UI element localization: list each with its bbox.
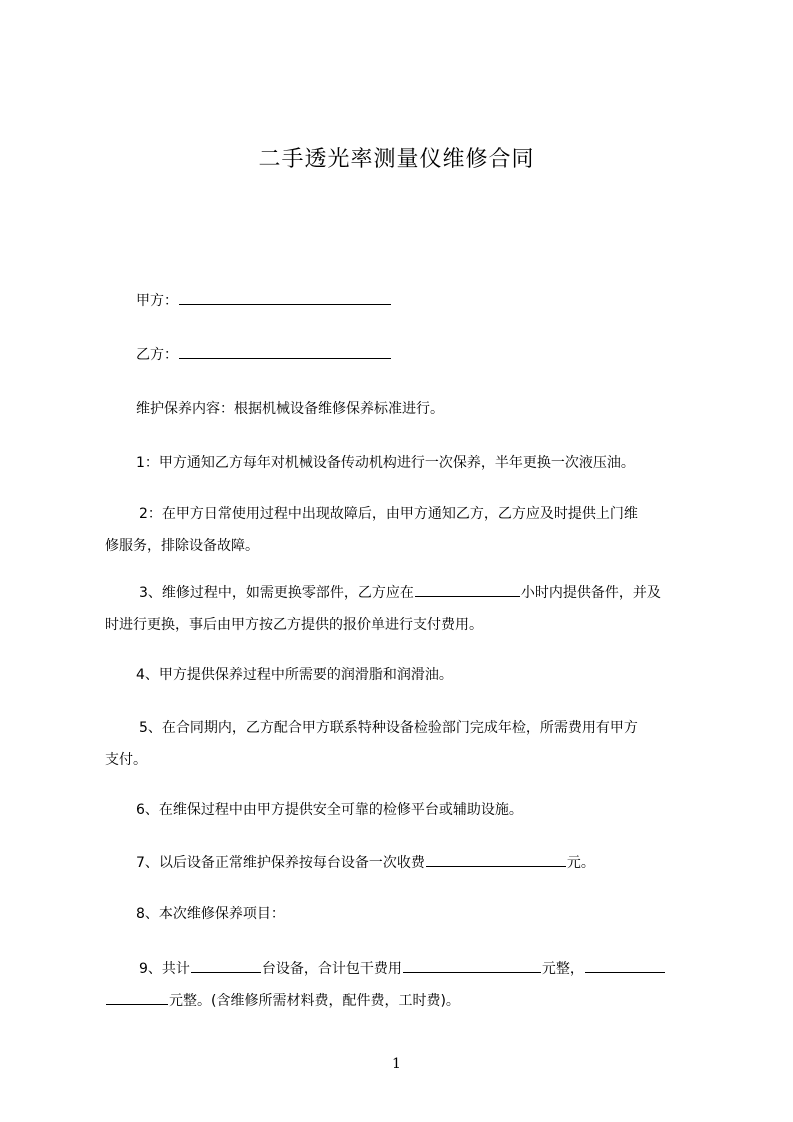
clause-3-text-a: 3、维修过程中，如需更换零部件，乙方应在	[139, 585, 414, 601]
party-b-line	[136, 339, 736, 371]
clause-5-line2: 支付。	[105, 752, 147, 768]
clause-9-count-blank	[191, 958, 261, 973]
clause-7-text-a: 7、以后设备正常维护保养按每台设备一次收费	[136, 855, 425, 871]
clause-1: 1：甲方通知乙方每年对机械设备传动机构进行一次保养，半年更换一次液压油。	[136, 455, 635, 471]
clause-9-line1	[105, 953, 705, 985]
clause-3	[105, 577, 705, 641]
clause-2-line1: 2：在甲方日常使用过程中出现故障后，由甲方通知乙方，乙方应及时提供上门维	[139, 506, 638, 522]
page-title: 二手透光率测量仪维修合同	[258, 147, 535, 172]
party-a-blank	[179, 290, 391, 305]
clause-6: 6、在维保过程中由甲方提供安全可靠的检修平台或辅助设施。	[136, 802, 523, 818]
clause-9-capital-blank-cont	[106, 990, 168, 1005]
page-number: 1	[392, 1056, 401, 1072]
clause-4: 4、甲方提供保养过程中所需要的润滑脂和润滑油。	[136, 667, 453, 683]
clause-3-hours-blank	[415, 582, 520, 597]
clause-7-fee-blank	[426, 852, 566, 867]
clause-3-text-b: 小时内提供备件，并及	[520, 585, 661, 601]
clause-2	[105, 498, 705, 562]
clause-5	[105, 712, 705, 776]
clause-9	[105, 953, 705, 1017]
clause-9-text-b: 台设备，合计包干费用	[261, 961, 402, 977]
party-a-line	[136, 285, 736, 317]
clause-7	[136, 847, 736, 879]
clause-7-text-b: 元。	[566, 855, 595, 871]
clause-9-line2	[105, 985, 705, 1017]
maintenance-intro: 维护保养内容：根据机械设备维修保养标准进行。	[136, 401, 444, 417]
clause-9-text-c: 元整，	[541, 961, 584, 977]
clause-9-text-d: 元整。(含维修所需材料费，配件费，工时费)。	[169, 993, 460, 1009]
clause-2-line2: 修服务，排除设备故障。	[105, 538, 259, 554]
party-b-label: 乙方：	[136, 347, 178, 363]
clause-5-line1: 5、在合同期内，乙方配合甲方联系特种设备检验部门完成年检，所需费用有甲方	[139, 720, 638, 736]
clause-3-line1	[105, 577, 705, 609]
clause-3-line2: 时进行更换，事后由甲方按乙方提供的报价单进行支付费用。	[105, 617, 483, 633]
clause-9-total-blank	[403, 958, 541, 973]
clause-9-text-a: 9、共计	[139, 961, 190, 977]
party-a-label: 甲方：	[136, 293, 178, 309]
clause-8: 8、本次维修保养项目：	[136, 906, 285, 922]
clause-9-capital-blank	[585, 958, 665, 973]
party-b-blank	[179, 344, 391, 359]
